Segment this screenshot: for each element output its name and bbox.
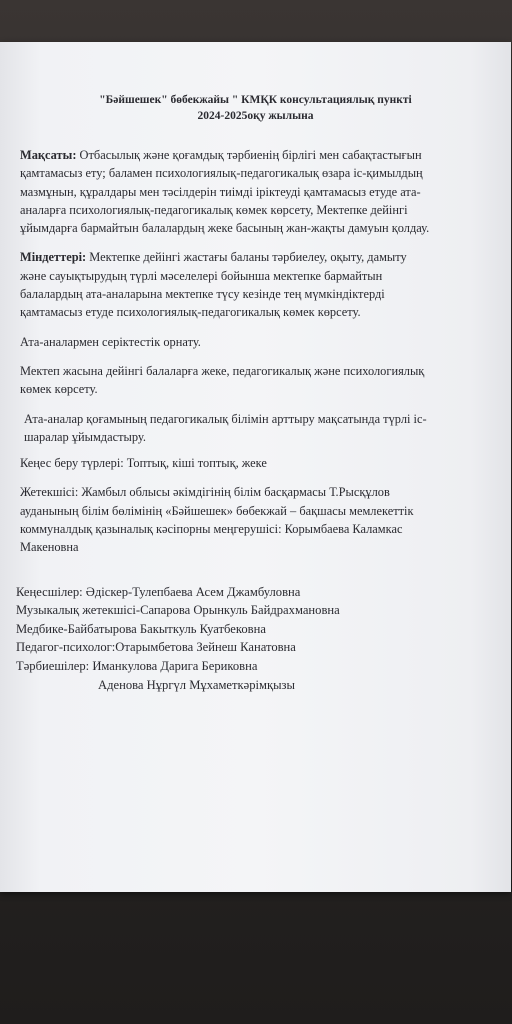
partnership-paragraph: Ата-аналармен серіктестік орнату. [20, 334, 201, 349]
staff-item: Педагог-психолог:Отарымбетова Зейнеш Канатовна [16, 640, 296, 655]
staff-item: Медбике-Байбатырова Бакыткуль Куатбековна [16, 621, 266, 636]
education-paragraph [20, 410, 490, 447]
head-line-1: Жетекшісі: Жамбыл облысы әкімдігінің білім басқармасы Т.Рысқұлов [20, 485, 390, 500]
help-line-2: көмек көрсету. [20, 382, 98, 397]
tasks-label: Міндеттері: [20, 250, 87, 265]
staff-item: Тәрбиешілер: Иманкулова Дарига Бериковна [16, 659, 258, 674]
document-page [0, 42, 511, 892]
goal-label: Мақсаты: [20, 148, 77, 162]
staff-item: Музыкалық жетекшісі-Сапарова Орынкуль Байдрахмановна [16, 603, 340, 618]
head-line-2: ауданының білім бөлімінің «Бәйшешек» бөбекжай – бақшасы мемлекеттік [20, 503, 414, 518]
goal-line-3: мазмұнын, құралдары мен тәсілдерін тиімді іріктеуді қамтамасыз етуде ата- [20, 184, 421, 199]
head-paragraph [20, 483, 490, 556]
help-line-1: Мектеп жасына дейінгі балаларға жеке, педагогикалық және психологиялық [20, 363, 425, 378]
education-line-2: шаралар ұйымдастыру. [24, 429, 146, 444]
tasks-line-1: Мектепке дейінгі жастағы баланы тәрбиелеу, оқыту, дамыту [86, 250, 407, 265]
goal-paragraph [20, 146, 490, 237]
goal-line-5: ұйымдарға бармайтын балалардың жеке басының жан-жақты дамуын қолдау. [20, 221, 430, 236]
goal-line-4: аналарға психологиялық-педагогикалық көмек көрсету, Мектепке дейінгі [20, 202, 408, 217]
staff-item: Кеңесшілер: Әдіскер-Тулепбаева Асем Джамбуловна [16, 584, 301, 599]
tasks-line-3: балалардың ата-аналарына мектепке түсу кезінде тең мүмкіндіктерді [20, 287, 385, 302]
tasks-paragraph [20, 248, 490, 321]
document-body [16, 146, 490, 694]
consult-types-paragraph: Кеңес беру түрлері: Топтық, кіші топтық, жеке [20, 456, 267, 471]
tasks-line-2: және сауықтырудың түрлі мәселелері бойынша мектепке бармайтын [20, 268, 383, 283]
goal-line-1: Отбасылық және қоғамдық тәрбиенің бірлігі мен сабақтастығын [76, 148, 422, 162]
help-paragraph [20, 362, 490, 399]
education-line-1: Ата-аналар қоғамының педагогикалық білімін арттыру мақсатында түрлі іс- [24, 411, 427, 426]
title-line-1: "Бәйшешек" бөбекжайы " КМҚК консультациялық пункті [99, 94, 412, 106]
staff-list [16, 583, 490, 695]
head-line-4: Макеновна [20, 540, 79, 555]
title-line-2: 2024-2025оқу жылына [197, 110, 314, 122]
staff-item-extra: Аденова Нұргүл Мұхаметкәрімқызы [98, 677, 295, 692]
head-line-3: коммуналдық қазыналық кәсіпорны меңгерушісі: Корымбаева Каламкас [20, 522, 403, 537]
goal-line-2: қамтамасыз ету; баламен психологиялық-педагогикалық өзара іс-қимылдың [20, 166, 423, 181]
document-title [0, 92, 511, 124]
tasks-line-4: қамтамасыз етуде психологиялық-педагогикалық көмек көрсету. [20, 305, 361, 320]
